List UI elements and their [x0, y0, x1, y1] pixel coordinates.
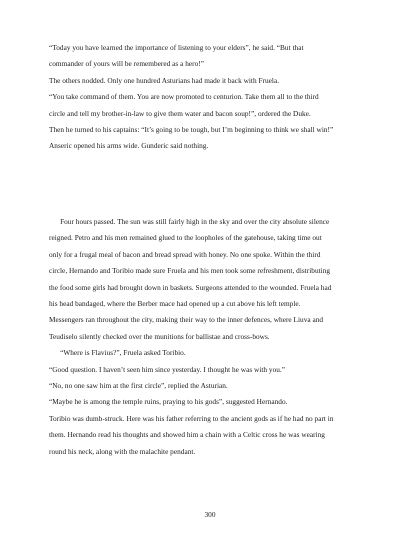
text-section-dialogue [49, 40, 377, 155]
text-line: Four hours passed. The sun was still fairly high in the sky and over the city absolute silence [49, 217, 330, 226]
text-line: “No, no one saw him at the first circle”, replied the Asturian. [49, 381, 228, 391]
text-line: “Where is Flavius?”, Fruela asked Toribio. [49, 348, 186, 358]
page-number: 300 [204, 510, 216, 519]
text-line: his head bandaged, where the Berber mace had opened up a cut above his left temple. [49, 299, 301, 309]
text-line: reigned. Petro and his men remained glued to the loopholes of the gatehouse, taking time out [49, 233, 322, 243]
text-line: the food some girls had brought down in baskets. Surgeons attended to the wounded. Fruela had [49, 282, 332, 292]
text-line: commander of yours will be remembered as a hero!” [49, 59, 204, 69]
text-line: round his neck, along with the malachite pendant. [49, 446, 196, 456]
text-line: circle and tell my brother-in-law to give them water and bacon soup!”, ordered the Duke. [49, 108, 311, 118]
text-line: “Good question. I haven’t seen him since yesterday. I thought he was with you.” [49, 364, 286, 374]
text-line: Then he turned to his captains: “It’s going to be tough, but I’m beginning to think we shall win!” [49, 125, 334, 135]
text-line: circle, Hernando and Toribio made sure Fruela and his men took some refreshment, distributing [49, 266, 331, 276]
text-line: The others nodded. Only one hundred Asturians had made it back with Fruela. [49, 75, 280, 85]
text-line: Anseric opened his arms wide. Gunderic said nothing. [49, 141, 209, 151]
text-line: Teudiselo silently checked over the munitions for ballistae and cross-bows. [49, 331, 270, 341]
text-line: Toribio was dumb-struck. Here was his father referring to the ancient gods as if he had no part in [49, 413, 334, 423]
text-line: only for a frugal meal of bacon and bread spread with honey. No one spoke. Within the third [49, 249, 321, 259]
text-line: Messengers ran throughout the city, making their way to the inner defences, where Liuva and [49, 315, 324, 325]
text-line: “Today you have learned the importance of listening to your elders”, he said. “But that [49, 43, 304, 52]
text-line: “You take command of them. You are now promoted to centurion. Take them all to the third [49, 92, 319, 102]
text-line: them. Hernando read his thoughts and showed him a chain with a Celtic cross he was wearing [49, 430, 325, 440]
text-line: “Maybe he is among the temple ruins, praying to his gods”, suggested Hernando. [49, 397, 288, 407]
text-section-narrative [49, 214, 377, 460]
